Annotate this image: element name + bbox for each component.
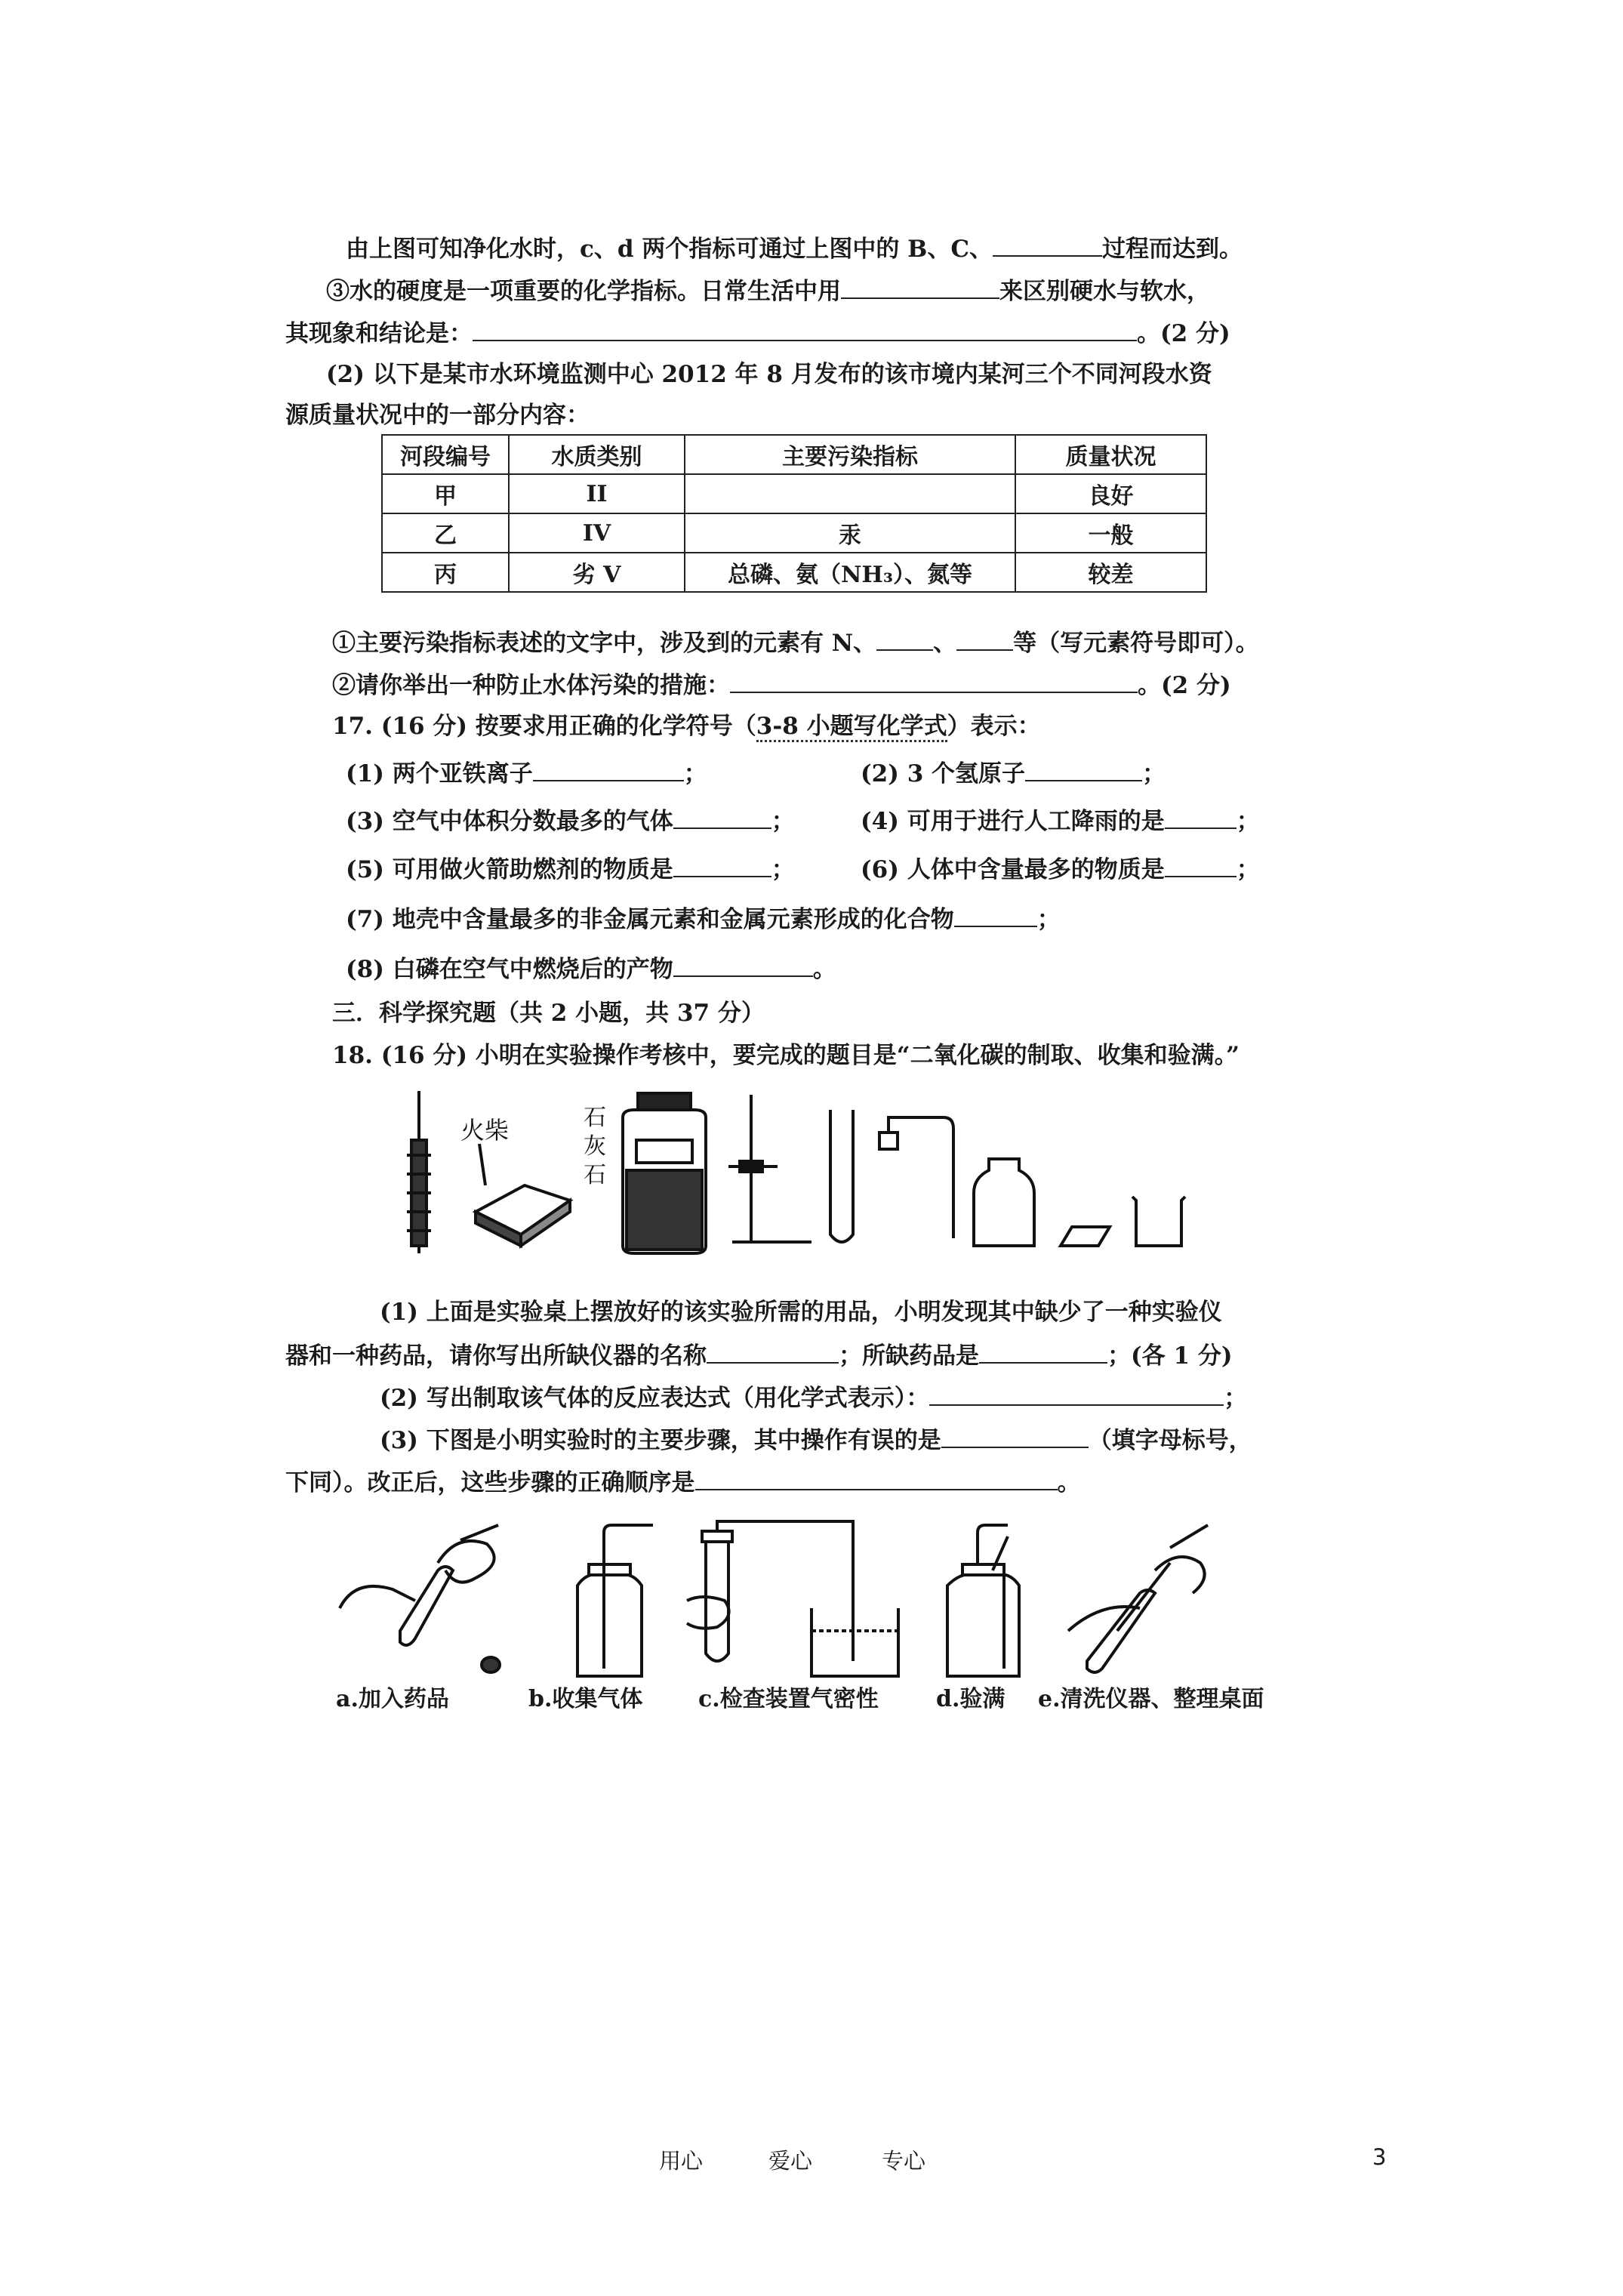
q18-item-1-line-1: [380, 1297, 1222, 1327]
line-6b: 、: [933, 630, 957, 657]
q18-item-2: [380, 1382, 1247, 1413]
q18-text: 18. (16 分) 小明在实验操作考核中，要完成的题目是“二氧化碳的制取、收集和验满。”: [332, 1042, 1240, 1069]
glass-plate: [1061, 1227, 1110, 1246]
answer-blank[interactable]: [993, 233, 1102, 257]
step-d-testing-full: [947, 1525, 1019, 1676]
line-5: 源质量状况中的一部分内容：: [285, 402, 590, 429]
beaker: [1132, 1197, 1185, 1246]
q17-item-4-text: (4) 可用于进行人工降雨的是: [861, 808, 1165, 835]
answer-blank[interactable]: [1025, 757, 1142, 781]
line-3a: 其现象和结论是：: [285, 320, 473, 347]
text-line-7: [332, 669, 1231, 701]
answer-blank[interactable]: [1165, 853, 1236, 877]
q18-3c: 下同）。改正后，这些步骤的正确顺序是: [285, 1469, 695, 1496]
q17-item-4: [861, 805, 1260, 837]
table-row: [382, 553, 1206, 592]
limestone-char: 石: [584, 1105, 606, 1131]
answer-blank[interactable]: [876, 627, 933, 651]
answer-blank[interactable]: [695, 1466, 1058, 1490]
table-cell: 乙: [382, 513, 509, 553]
text-line-3: [285, 317, 1230, 349]
q17-item-6: [861, 853, 1260, 885]
table-cell: IV: [509, 513, 685, 553]
table-cell: 汞: [685, 513, 1015, 553]
step-e-label: e.清洗仪器、整理桌面: [1038, 1686, 1264, 1712]
table-cell: 较差: [1015, 553, 1206, 592]
delivery-tube: [879, 1117, 953, 1238]
step-a-label: a.加入药品: [336, 1686, 449, 1712]
section-3-text: 三．科学探究题（共 2 小题，共 37 分）: [332, 1000, 765, 1027]
table-cell: 劣 V: [509, 553, 685, 592]
line-1-text: 由上图可知净化水时，c、d 两个指标可通过上图中的 B、C、: [346, 236, 993, 263]
q17-item-5: [346, 853, 795, 885]
q17-item-8-text: (8) 白磷在空气中燃烧后的产物: [346, 956, 673, 983]
answer-blank[interactable]: [673, 953, 813, 977]
answer-blank[interactable]: [730, 669, 1138, 693]
test-tube: [830, 1110, 853, 1242]
table-header: 主要污染指标: [685, 435, 1015, 474]
q18-1-text: (1) 上面是实验桌上摆放好的该实验所需的用品，小明发现其中缺少了一种实验仪: [380, 1299, 1222, 1326]
iron-stand: [728, 1095, 812, 1242]
semicolon: ；: [1036, 906, 1061, 933]
line-1-end: 过程而达到。: [1102, 236, 1243, 263]
semicolon: ；: [1142, 760, 1166, 787]
q17-item-7-text: (7) 地壳中含量最多的非金属元素和金属元素形成的化合物: [346, 906, 954, 933]
q17-prefix: 17. (16 分) 按要求用正确的化学符号（: [332, 713, 756, 740]
step-b-label: b.收集气体: [528, 1686, 643, 1712]
text-line-1: [346, 233, 1243, 264]
line-4: (2) 以下是某市水环境监测中心 2012 年 8 月发布的该市境内某河三个不同河段水资: [326, 361, 1212, 388]
q17-item-1-text: (1) 两个亚铁离子: [346, 760, 533, 787]
table-header: 质量状况: [1015, 435, 1206, 474]
test-tube-brush: [407, 1091, 431, 1253]
water-quality-table: [381, 434, 1207, 593]
gas-jar: [974, 1159, 1034, 1246]
answer-blank[interactable]: [954, 903, 1037, 927]
answer-blank[interactable]: [929, 1382, 1224, 1406]
answer-blank[interactable]: [673, 853, 771, 877]
q17-item-1: [346, 757, 707, 789]
q18-2-text: (2) 写出制取该气体的反应表达式（用化学式表示）：: [380, 1385, 930, 1412]
line-6c: 等（写元素符号即可）。: [1013, 630, 1259, 657]
matchbox: [476, 1144, 570, 1246]
answer-blank[interactable]: [956, 627, 1013, 651]
text-line-5: [285, 400, 590, 430]
q18-item-3-line-1: [380, 1424, 1252, 1456]
q17-item-2-text: (2) 3 个氢原子: [861, 760, 1026, 787]
table-cell: 良好: [1015, 474, 1206, 513]
experiment-steps-illustration: [325, 1518, 1291, 1699]
q17-item-5-text: (5) 可用做火箭助燃剂的物质是: [346, 856, 673, 883]
text-line-2: [326, 275, 1210, 307]
semicolon: ；: [683, 760, 707, 787]
page-number: 3: [1372, 2144, 1387, 2170]
table-cell: 总磷、氨（NH₃）、氮等: [685, 553, 1015, 592]
answer-blank[interactable]: [707, 1339, 839, 1364]
q18-1c: ；所缺药品是: [839, 1342, 979, 1370]
table-header: 水质类别: [509, 435, 685, 474]
period: 。: [812, 956, 836, 983]
table-cell: 一般: [1015, 513, 1206, 553]
q18-1d: ；(各 1 分): [1107, 1342, 1233, 1370]
table-cell: 甲: [382, 474, 509, 513]
limestone-label: [584, 1105, 606, 1188]
q17-item-8: [346, 953, 836, 985]
step-a-adding-reagent: [340, 1525, 500, 1672]
footer-motto-3: 专心: [882, 2148, 926, 2174]
answer-blank[interactable]: [841, 275, 999, 299]
limestone-char: 灰: [584, 1133, 606, 1160]
line-6a: ①主要污染指标表述的文字中，涉及到的元素有 N、: [332, 630, 877, 657]
table-cell: [685, 474, 1015, 513]
text-line-6: [332, 627, 1259, 658]
q17-item-3: [346, 805, 795, 837]
q17-item-6-text: (6) 人体中含量最多的物质是: [861, 856, 1165, 883]
text-line-4: [326, 359, 1212, 390]
step-d-label: d.验满: [936, 1686, 1006, 1712]
q17-item-7: [346, 903, 1061, 935]
line-3b: 。(2 分): [1137, 320, 1230, 347]
section-3-heading: [332, 998, 765, 1028]
table-row: [382, 474, 1206, 513]
q18-3b: （填字母标号，: [1088, 1427, 1252, 1454]
table-header-row: [382, 435, 1206, 474]
q18-item-1-line-2: [285, 1339, 1233, 1371]
matches-label: 火柴: [460, 1116, 510, 1145]
line-7b: 。(2 分): [1138, 672, 1231, 699]
table-row: [382, 513, 1206, 553]
semicolon: ；: [1236, 856, 1260, 883]
semicolon: ；: [771, 808, 795, 835]
line-2a: ③水的硬度是一项重要的化学指标。日常生活中用: [326, 278, 841, 305]
q17-dotted-note: 3-8 小题写化学式: [756, 713, 947, 742]
q18-item-3-line-2: [285, 1466, 1081, 1498]
step-b-collecting-gas: [577, 1525, 653, 1676]
line-7a: ②请你举出一种防止水体污染的措施：: [332, 672, 730, 699]
semicolon: ；: [1224, 1385, 1248, 1412]
question-17-heading: [332, 711, 1041, 741]
q17-item-2: [861, 757, 1166, 789]
q17-suffix: ）表示：: [947, 713, 1041, 740]
semicolon: ；: [1236, 808, 1260, 835]
semicolon: ；: [771, 856, 795, 883]
q18-3a: (3) 下图是小明实验时的主要步骤，其中操作有误的是: [380, 1427, 941, 1454]
answer-blank[interactable]: [979, 1339, 1107, 1364]
answer-blank[interactable]: [941, 1424, 1089, 1448]
table-cell: II: [509, 474, 685, 513]
answer-blank[interactable]: [533, 757, 684, 781]
step-c-label: c.检查装置气密性: [698, 1686, 879, 1712]
q18-1b: 器和一种药品，请你写出所缺仪器的名称: [285, 1342, 707, 1370]
footer-motto-2: 爱心: [768, 2148, 813, 2174]
line-2b: 来区别硬水与软水，: [999, 278, 1210, 305]
apparatus-illustration: [396, 1087, 1196, 1261]
answer-blank[interactable]: [1165, 805, 1236, 829]
answer-blank[interactable]: [473, 317, 1137, 341]
q17-item-3-text: (3) 空气中体积分数最多的气体: [346, 808, 673, 835]
table-header: 河段编号: [382, 435, 509, 474]
step-e-cleaning: [1068, 1525, 1208, 1672]
answer-blank[interactable]: [673, 805, 771, 829]
table-cell: 丙: [382, 553, 509, 592]
footer-motto-1: 用心: [659, 2148, 704, 2174]
limestone-jar: [623, 1093, 706, 1253]
question-18-heading: [332, 1040, 1240, 1071]
step-c-checking-airtightness: [687, 1521, 898, 1676]
period: 。: [1057, 1469, 1081, 1496]
limestone-char: 石: [584, 1162, 606, 1188]
